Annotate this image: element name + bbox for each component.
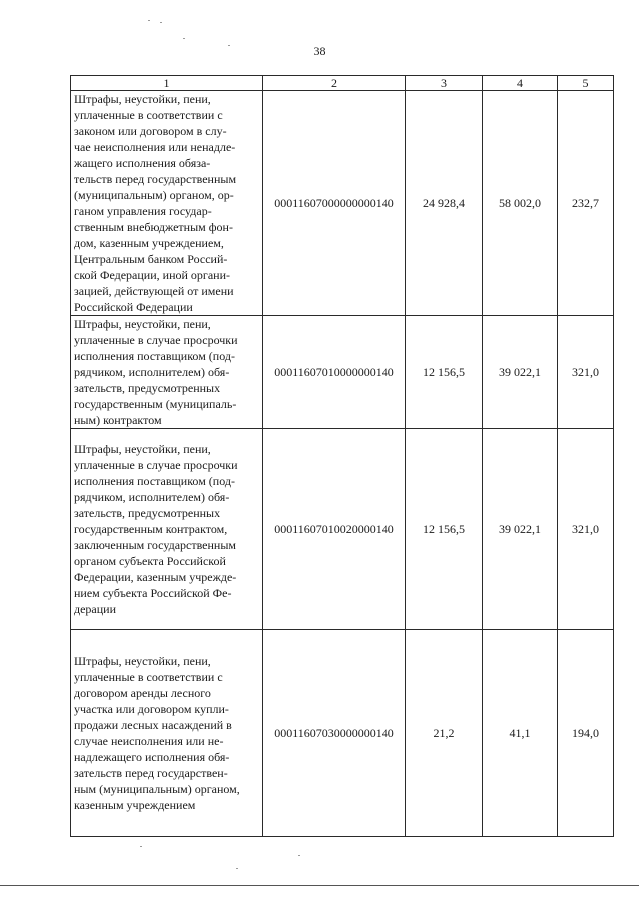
- table-row: [71, 429, 614, 630]
- page-number: 38: [313, 44, 326, 58]
- description-line: государственным контрактом,: [74, 522, 228, 536]
- row-description: [71, 429, 263, 630]
- value-col3: 24 928,4: [406, 91, 483, 316]
- scan-speck: [298, 855, 300, 856]
- value-col5: 232,7: [558, 91, 614, 316]
- value-col3: 21,2: [406, 630, 483, 837]
- table-header-row: [71, 76, 614, 91]
- row-description: [71, 630, 263, 837]
- description-line: органом субъекта Российской: [74, 554, 226, 568]
- description-line: законом или договором в слу-: [74, 124, 227, 138]
- header-cell: 3: [406, 76, 483, 91]
- value-col4: 41,1: [483, 630, 558, 837]
- description-line: договором аренды лесного: [74, 686, 211, 700]
- description-line: рядчиком, исполнителем) обя-: [74, 365, 230, 379]
- description-line: ным) контрактом: [74, 413, 162, 427]
- description-line: Центральным банком Россий-: [74, 252, 228, 266]
- header-cell: 2: [263, 76, 406, 91]
- description-line: уплаченные в соответствии с: [74, 670, 223, 684]
- header-cell: 5: [558, 76, 614, 91]
- value-col4: 39 022,1: [483, 429, 558, 630]
- value-col5: 321,0: [558, 429, 614, 630]
- budget-code: 00011607030000000140: [263, 630, 406, 837]
- description-line: дерации: [74, 602, 117, 616]
- description-line: зательств, предусмотренных: [74, 381, 221, 395]
- description-line: Штрафы, неустойки, пени,: [74, 92, 211, 106]
- value-col3: 12 156,5: [406, 429, 483, 630]
- bottom-scan-edge: [0, 885, 639, 886]
- description-line: чае неисполнения или ненадле-: [74, 140, 236, 154]
- description-line: Штрафы, неустойки, пени,: [74, 442, 211, 456]
- description-line: Федерации, казенным учрежде-: [74, 570, 237, 584]
- description-line: заключенным государственным: [74, 538, 237, 552]
- description-line: казенным учреждением: [74, 798, 196, 812]
- budget-code: 00011607010000000140: [263, 316, 406, 429]
- description-line: участка или договором купли-: [74, 702, 229, 716]
- scan-speck: [183, 38, 185, 39]
- description-line: тельств перед государственным: [74, 172, 237, 186]
- scan-speck: [140, 846, 142, 847]
- description-line: исполнения поставщиком (под-: [74, 349, 235, 363]
- description-line: (муниципальным) органом, ор-: [74, 188, 234, 202]
- description-line: жащего исполнения обяза-: [74, 156, 211, 170]
- description-line: уплаченные в случае просрочки: [74, 333, 238, 347]
- description-line: государственным (муниципаль-: [74, 397, 237, 411]
- value-col5: 321,0: [558, 316, 614, 429]
- description-line: ственным внебюджетным фон-: [74, 220, 233, 234]
- table-row: [71, 316, 614, 429]
- table-row: [71, 91, 614, 316]
- value-col4: 39 022,1: [483, 316, 558, 429]
- description-line: Российской Федерации: [74, 300, 193, 314]
- row-description: [71, 316, 263, 429]
- value-col3: 12 156,5: [406, 316, 483, 429]
- description-line: уплаченные в случае просрочки: [74, 458, 238, 472]
- value-col4: 58 002,0: [483, 91, 558, 316]
- description-line: рядчиком, исполнителем) обя-: [74, 490, 230, 504]
- description-line: уплаченные в соответствии с: [74, 108, 223, 122]
- description-line: нием субъекта Российской Фе-: [74, 586, 232, 600]
- description-line: дом, казенным учреждением,: [74, 236, 224, 250]
- description-line: исполнения поставщиком (под-: [74, 474, 235, 488]
- scan-speck: [236, 868, 238, 869]
- description-line: зацией, действующей от имени: [74, 284, 234, 298]
- description-line: надлежащего исполнения обя-: [74, 750, 230, 764]
- scan-speck: [148, 20, 150, 21]
- table-row: [71, 630, 614, 837]
- header-cell: 4: [483, 76, 558, 91]
- budget-code: 00011607000000000140: [263, 91, 406, 316]
- value-col5: 194,0: [558, 630, 614, 837]
- description-line: Штрафы, неустойки, пени,: [74, 654, 211, 668]
- description-line: зательств перед государствен-: [74, 766, 228, 780]
- description-line: ганом управления государ-: [74, 204, 212, 218]
- description-line: продажи лесных насаждений в: [74, 718, 232, 732]
- description-line: ным (муниципальным) органом,: [74, 782, 240, 796]
- description-line: ской Федерации, иной органи-: [74, 268, 230, 282]
- header-cell: 1: [71, 76, 263, 91]
- description-line: Штрафы, неустойки, пени,: [74, 317, 211, 331]
- description-line: зательств, предусмотренных: [74, 506, 221, 520]
- revenue-table: [70, 75, 614, 837]
- row-description: [71, 91, 263, 316]
- budget-code: 00011607010020000140: [263, 429, 406, 630]
- scan-speck: [160, 22, 162, 23]
- description-line: случае неисполнения или не-: [74, 734, 224, 748]
- scan-speck: [228, 45, 230, 46]
